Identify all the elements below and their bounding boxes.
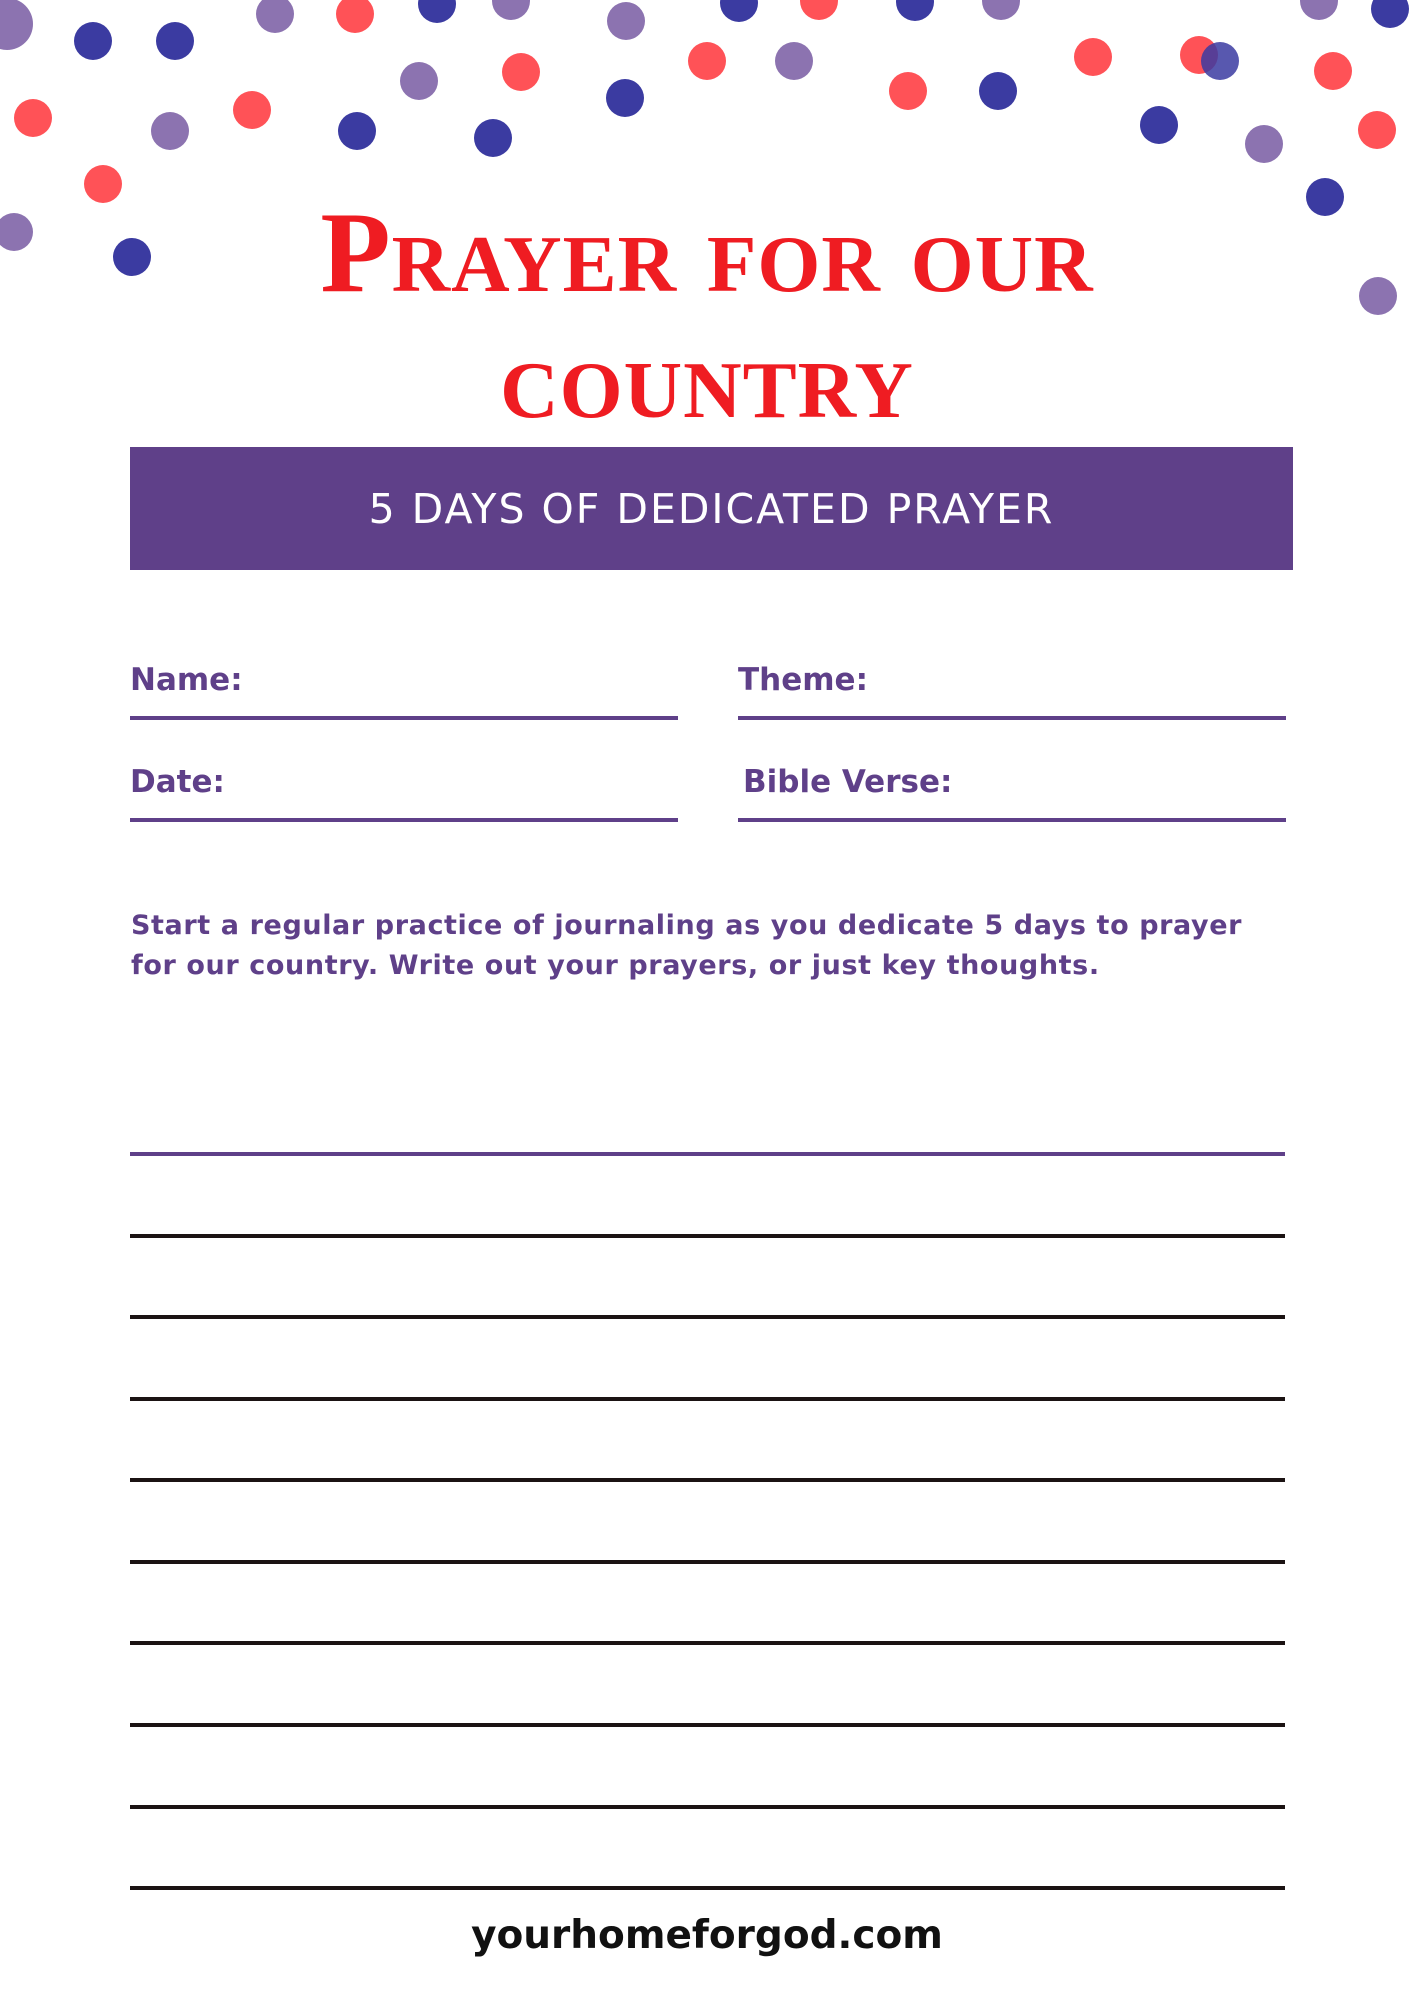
subtitle-banner (130, 447, 1293, 570)
confetti-dot (1371, 0, 1409, 28)
confetti-dot (256, 0, 294, 33)
confetti-dot (1314, 52, 1352, 90)
bible-verse-label: Bible Verse: (743, 764, 953, 800)
writing-line[interactable] (130, 1641, 1285, 1645)
confetti-dot (979, 72, 1017, 110)
intro-paragraph: Start a regular practice of journaling as you dedicate 5 days to prayer for our country. Write out your prayers, or just key thoughts. (131, 910, 1243, 981)
writing-line[interactable] (130, 1478, 1285, 1482)
confetti-dot (338, 112, 376, 150)
name-label: Name: (130, 662, 243, 698)
theme-field[interactable] (738, 656, 1286, 720)
date-field[interactable] (130, 758, 678, 822)
banner-text: 5 DAYS OF DEDICATED PRAYER (368, 484, 1055, 533)
writing-line[interactable] (130, 1805, 1285, 1809)
date-label: Date: (130, 764, 225, 800)
footer-website: yourhomeforgod.com (471, 1913, 943, 1958)
confetti-dot (1140, 106, 1178, 144)
confetti-dot (800, 0, 838, 20)
writing-line[interactable] (130, 1234, 1285, 1238)
confetti-dot (474, 119, 512, 157)
writing-line[interactable] (130, 1723, 1285, 1727)
bible-verse-field[interactable] (738, 758, 1286, 822)
writing-line[interactable] (130, 1315, 1285, 1319)
confetti-dot (502, 53, 540, 91)
writing-line[interactable] (130, 1397, 1285, 1401)
confetti-dot (720, 0, 758, 22)
theme-label: Theme: (738, 662, 868, 698)
confetti-dot (233, 91, 271, 129)
title-line-2: country (500, 315, 914, 442)
confetti-dot (1201, 42, 1239, 80)
confetti-dot (400, 62, 438, 100)
confetti-dot (688, 42, 726, 80)
confetti-dot (492, 0, 530, 20)
confetti-dot (982, 0, 1020, 20)
title-line-1: Prayer for our (320, 189, 1094, 316)
confetti-dot (889, 72, 927, 110)
confetti-dot (74, 22, 112, 60)
confetti-dot (775, 42, 813, 80)
confetti-dot (1074, 38, 1112, 76)
writing-line[interactable] (130, 1152, 1285, 1156)
confetti-dot (156, 22, 194, 60)
confetti-dot (151, 112, 189, 150)
confetti-dot (418, 0, 456, 23)
confetti-dot (606, 79, 644, 117)
confetti-dot (896, 0, 934, 21)
writing-line[interactable] (130, 1560, 1285, 1564)
confetti-dot (336, 0, 374, 33)
confetti-dot (0, 0, 33, 50)
name-field[interactable] (130, 656, 678, 720)
confetti-dot (14, 99, 52, 137)
page-title (0, 190, 1414, 442)
confetti-dot (1300, 0, 1338, 20)
confetti-dot (1358, 111, 1396, 149)
confetti-dot (1245, 125, 1283, 163)
confetti-dot (607, 2, 645, 40)
writing-line[interactable] (130, 1886, 1285, 1890)
